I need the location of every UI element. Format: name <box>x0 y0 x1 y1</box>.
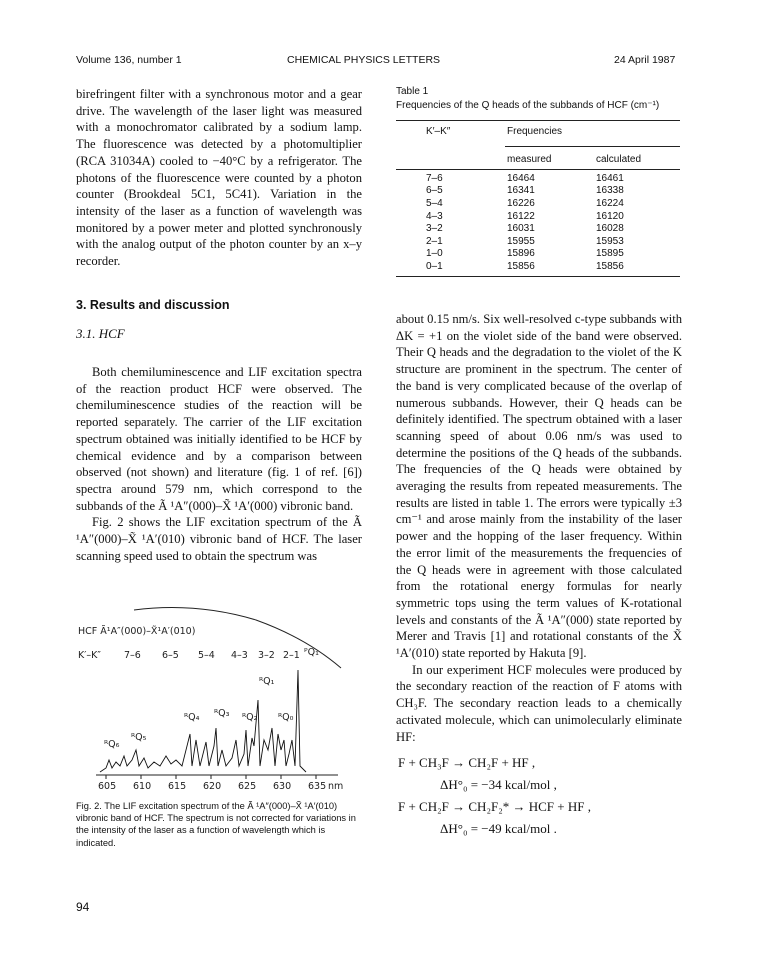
peak-label-pq1: ᴾQ₁ <box>304 647 319 658</box>
peak-label-rq5: ᴿQ₅ <box>131 732 147 743</box>
page-number: 94 <box>76 900 90 914</box>
figure-2-spectrum <box>76 590 366 790</box>
table-cell-measured: 16226 <box>507 197 535 209</box>
equation-2-enthalpy: ΔH°₀ = −49 kcal/mol . <box>440 821 557 836</box>
table-row <box>426 260 656 273</box>
k-label-3-2: 3–2 <box>258 650 275 661</box>
x-tick-label-635: 635 <box>308 781 327 790</box>
table-cell-measured: 15955 <box>507 235 535 247</box>
k-label-5-4: 5–4 <box>198 650 215 661</box>
peak-label-rq3: ᴿQ₃ <box>214 708 230 719</box>
table-row <box>426 248 656 261</box>
k-label-2-1: 2–1 <box>283 650 300 661</box>
table-col-measured: measured <box>507 154 552 165</box>
table-cell-calculated: 16461 <box>596 172 624 184</box>
table-row <box>426 185 656 198</box>
left-top-paragraph: birefringent filter with a synchronous motor and a gear drive. The wavelength of the laser light was measured with a monochromator calibrated by a sodium lamp. The fluorescence was detected by a photomultiplier (RCA 31034A) cooled to −40°C by a refrigerator. The photons of the fluorescence were counted by a photon counter (Brookdeal 5C1, 5C41). Variation in the intensity of the laser as a function of wavelength was monitored by a power meter and plotted synchronously with the analog output of the photon counter by an x–y recorder. <box>76 87 362 269</box>
peak-label-rq0: ᴿQ₀ <box>278 712 294 723</box>
table-row <box>426 197 656 210</box>
header-date: 24 April 1987 <box>614 54 676 66</box>
table-cell-calculated: 16338 <box>596 185 624 197</box>
table-cell-k: 1–0 <box>426 248 443 260</box>
table-1-body <box>426 172 656 273</box>
peak-label-rq2: ᴿQ₂ <box>242 712 258 723</box>
table-col-k: K′–K″ <box>426 126 451 137</box>
peak-label-rq6: ᴿQ₆ <box>104 739 120 750</box>
table-cell-measured: 15896 <box>507 248 535 260</box>
right-body <box>396 311 682 745</box>
section-title: 3. Results and discussion <box>76 298 230 312</box>
table-cell-measured: 16031 <box>507 223 535 235</box>
table-cell-calculated: 16120 <box>596 210 624 222</box>
table-cell-calculated: 15895 <box>596 248 624 260</box>
table-col-calculated: calculated <box>596 154 642 165</box>
equation-1-enthalpy: ΔH°₀ = −34 kcal/mol , <box>440 777 557 792</box>
peak-label-rq4: ᴿQ₄ <box>184 712 200 723</box>
table-cell-measured: 16464 <box>507 172 535 184</box>
table-cell-k: 3–2 <box>426 223 443 235</box>
right-paragraph-1: about 0.15 nm/s. Six well-resolved c-type subbands with ΔK = +1 on the violet side of the band were observed. Their Q heads and the degradation to the violet of the K structure are prominent in the spectrum. The center of the band is very complicated because of the overlap of numerous subbands. However, their Q heads can be definitely identified. The spectrum obtained with a laser scanning speed of about 0.06 nm/s was used to determine the positions of the Q heads of the subbands. The frequencies of the Q heads were obtained by averaging the results from repeated measurements. The results are listed in table 1. The errors were typically ±3 cm⁻¹ and arose mainly from the instability of the laser power and the hopping of the laser frequency. Within the error limit of the measurements the frequencies of the Q heads were in agreement with those calculated from the rotational energy formulas for nearly symmetric tops using the term values of K-rotational levels and constants of the Ã ¹A″(000) state reported by Merer and Travis [1] and rotational constants of the X̃ ¹A′(010) state reported by Hakuta [9]. <box>396 312 682 661</box>
table-cell-k: 0–1 <box>426 260 443 272</box>
table-row <box>426 172 656 185</box>
equation-1: F + CH₃F → CH₂F + HF , <box>398 755 536 770</box>
table-row <box>426 222 656 235</box>
x-ticks <box>106 775 316 779</box>
table-cell-k: 7–6 <box>426 172 443 184</box>
table-rule-header <box>396 169 680 170</box>
k-label-4-3: 4–3 <box>231 650 248 661</box>
table-cell-calculated: 16224 <box>596 197 624 209</box>
left-paragraph-2: Fig. 2 shows the LIF excitation spectrum of the Ã ¹A″(000)–X̃ ¹A′(010) vibronic band of HCF. The laser scanning speed used to obtain the spectrum was <box>76 515 362 563</box>
spectrum-trace <box>100 670 306 772</box>
left-paragraph-1: Both chemiluminescence and LIF excitation spectra of the reaction product HCF were observed. The chemiluminescence studies of the reaction will be reported separately. The carrier of the LIF excitation spectrum obtained was initially identified to be HCF by chemical evidence and by a comparison between observed (not shown) and literature (fig. 1 of ref. [6]) spectra around 579 nm, which correspond to the subbands of the Ã ¹A″(000)–X̃ ¹A′(000) vibronic band. <box>76 365 362 513</box>
table-rule-group <box>505 146 680 147</box>
peak-label-rq1: ᴿQ₁ <box>259 676 275 687</box>
table-cell-calculated: 15953 <box>596 235 624 247</box>
subsection-title: 3.1. HCF <box>76 326 125 341</box>
table-row <box>426 235 656 248</box>
table-cell-k: 6–5 <box>426 185 443 197</box>
header-volume: Volume 136, number 1 <box>76 54 182 66</box>
x-tick-label-610: 610 <box>133 781 152 790</box>
k-label-7-6: 7–6 <box>124 650 141 661</box>
table-cell-calculated: 16028 <box>596 223 624 235</box>
table-rule-top <box>396 120 680 121</box>
table-cell-measured: 16122 <box>507 210 535 222</box>
x-tick-label-630: 630 <box>273 781 292 790</box>
x-tick-label-605: 605 <box>98 781 117 790</box>
table-1-caption: Frequencies of the Q heads of the subbands of HCF (cm⁻¹) <box>396 100 660 111</box>
table-cell-k: 5–4 <box>426 197 443 209</box>
table-cell-k: 4–3 <box>426 210 443 222</box>
figure-2-caption: Fig. 2. The LIF excitation spectrum of the Ã ¹A″(000)–X̃ ¹A′(010) vibronic band of HCF. The spectrum is not corrected for variations in the intensity of the laser as a function of wavelength which is indicated. <box>76 801 356 848</box>
x-unit: nm <box>328 781 344 790</box>
table-cell-calculated: 15856 <box>596 260 624 272</box>
left-body <box>76 364 362 564</box>
table-1-title: Table 1 <box>396 86 429 97</box>
table-cell-measured: 15856 <box>507 260 535 272</box>
k-series-labels <box>124 650 300 661</box>
table-rule-bottom <box>396 276 680 277</box>
table-cell-measured: 16341 <box>507 185 535 197</box>
x-tick-label-620: 620 <box>203 781 222 790</box>
table-col-frequencies: Frequencies <box>507 126 563 137</box>
table-cell-k: 2–1 <box>426 235 443 247</box>
k-label-6-5: 6–5 <box>162 650 179 661</box>
x-tick-label-615: 615 <box>168 781 187 790</box>
equation-2: F + CH₂F → CH₂F₂* → HCF + HF , <box>398 799 591 814</box>
table-row <box>426 210 656 223</box>
x-tick-label-625: 625 <box>238 781 257 790</box>
k-label: K′–K″ <box>78 650 101 661</box>
band-label: HCF Ã¹A″(000)–X̃¹A′(010) <box>78 626 196 637</box>
right-paragraph-2: In our experiment HCF molecules were produced by the secondary reaction of the reaction of F atoms with CH₃F. The secondary reaction leads to a chemically activated molecule, which can unimolecularly eliminate HF: <box>396 662 682 744</box>
header-journal: CHEMICAL PHYSICS LETTERS <box>287 54 441 66</box>
